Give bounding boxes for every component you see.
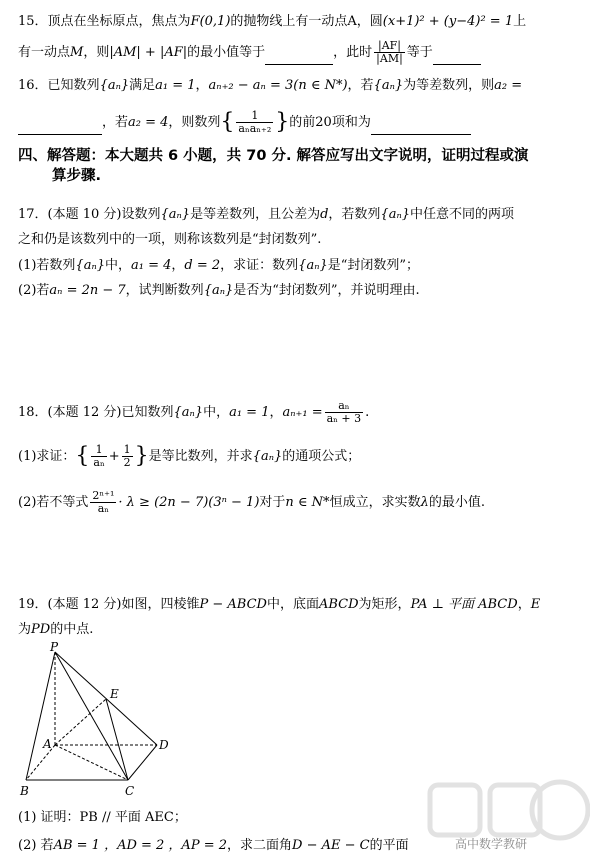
q18-text: (2)若不等式 [18, 495, 89, 510]
q17-text: ，若数列 [328, 207, 381, 222]
q19-text: ， [517, 597, 531, 612]
q16-text: 已知数列 [47, 78, 100, 93]
q19-text: 为 [18, 622, 32, 637]
q17-text: 是否为“封闭数列”，并说明理由. [233, 283, 420, 298]
q15-focus: F(0,1) [190, 14, 231, 29]
q18-text: 中， [203, 405, 230, 420]
q16-fraction [236, 110, 273, 135]
edge-CD [128, 745, 157, 780]
q18-frac-3 [90, 490, 116, 515]
q18-frac-den: aₙ [93, 456, 105, 469]
q18-seq: {aₙ} [173, 405, 204, 420]
q16-text: ，若 [102, 115, 129, 130]
q15-ratio [374, 40, 405, 65]
q16-text: 满足 [129, 78, 156, 93]
q18-part1 [18, 444, 590, 469]
q17-text: ，试判断数列 [125, 283, 204, 298]
q17-seq: {aₙ} [160, 207, 191, 222]
q19-text: (2) 若 [18, 838, 54, 853]
q16-text: ，若 [347, 78, 374, 93]
q18-condition: n ∈ N* [285, 495, 330, 510]
q16-a1: a₁ = 1 [155, 78, 196, 93]
label-A: A [43, 737, 52, 751]
q15-text: 的最小值等于 [187, 45, 266, 60]
q17-seq: {aₙ} [380, 207, 410, 222]
q19-perp: PA ⊥ 平面 ABCD [410, 597, 518, 612]
label-D: D [159, 738, 169, 752]
q19-text: 中，底面 [266, 597, 319, 612]
q15-circle-eq: (x+1)² + (y−4)² = 1 [382, 14, 514, 29]
q18-text: 的通项公式； [282, 449, 361, 464]
q15-point-m: M [70, 45, 84, 60]
q18-text: 恒成立，求实数 [329, 495, 421, 510]
q15-line2 [18, 40, 590, 65]
edge-EC [106, 699, 128, 780]
q17-text: 中， [104, 258, 131, 273]
q17-text: (2)若 [18, 283, 50, 298]
q18-text: 对于 [259, 495, 286, 510]
q16-seq: {aₙ} [373, 78, 404, 93]
q17-seq: {aₙ} [75, 258, 105, 273]
q18-frac-den: 2 [123, 456, 131, 469]
label-B: B [20, 784, 29, 798]
q19-part1: (1) 证明：PB // 平面 AEC； [18, 810, 187, 825]
q19-text: 的中点. [50, 622, 94, 637]
q18-frac-num: 1 [123, 443, 131, 456]
q15-text: 上 [513, 14, 527, 29]
q15-ratio-den: |AM| [376, 52, 403, 65]
q17-text: 中任意不同的两项 [409, 207, 514, 222]
q17-text: ，求证：数列 [220, 258, 299, 273]
q15-answer-blank-2[interactable] [433, 50, 481, 65]
q17-part1: (1)若数列{aₙ}中，a₁ = 4，d = 2，求证：数列{aₙ}是“封闭数列”； [18, 258, 420, 273]
q16-line2 [18, 110, 590, 135]
q18-frac-num: 2ⁿ⁺¹ [92, 489, 115, 502]
q16-text: 为等差数列，则 [403, 78, 495, 93]
q16-answer-blank-2[interactable] [371, 120, 471, 135]
q18-text: 是等比数列，并求 [148, 449, 253, 464]
q18-text: 18．(本题 12 分)已知数列 [18, 405, 174, 420]
q18-frac-2 [122, 444, 133, 469]
q15-text: 的抛物线上有一动点A，圆 [230, 14, 383, 29]
q19-text: 的平面 [369, 838, 409, 853]
q18-plus: + [108, 449, 120, 464]
q17-a1: a₁ = 4 [131, 258, 172, 273]
q17-an: aₙ = 2n − 7 [49, 283, 126, 298]
label-C: C [125, 784, 135, 798]
q17-text: 是“封闭数列”； [327, 258, 420, 273]
left-brace: { [75, 443, 90, 469]
q18-rec-den: aₙ + 3 [326, 412, 362, 425]
section-heading: 四、解答题：本大题共 6 小题，共 70 分. 解答应写出文字说明，证明过程或演 [18, 148, 529, 164]
q16-recurrence: aₙ₊₂ − aₙ = 3(n ∈ N*) [208, 78, 348, 93]
q19-angle: D − AE − C [292, 838, 370, 853]
q15-line1 [18, 12, 590, 32]
q15-text: 等于 [406, 45, 433, 60]
q19-pd: PD [31, 622, 51, 637]
q18-rec-frac [325, 400, 364, 425]
q18-rec-num: aₙ [325, 400, 364, 413]
q19-text: ，求二面角 [227, 838, 293, 853]
q15-ratio-num: |AF| [374, 40, 405, 53]
q18-part2 [18, 490, 590, 515]
q17-seq: {aₙ} [298, 258, 328, 273]
q15-number: 15． [18, 14, 48, 29]
q17-text: 17．(本题 10 分)设数列 [18, 207, 161, 222]
q15-answer-blank-1[interactable] [265, 50, 333, 65]
q16-frac-den: aₙaₙ₊₂ [238, 122, 272, 135]
q17-d-value: d = 2 [184, 258, 221, 273]
q16-seq: {aₙ} [99, 78, 130, 93]
q17-d: d [320, 207, 329, 222]
q15-text: ，此时 [333, 45, 373, 60]
q17-line1 [18, 205, 590, 225]
q18-frac-den: aₙ [97, 502, 110, 515]
q16-text: 的前20项和为 [289, 115, 371, 130]
q19-values: AB = 1 ，AD = 2 ，AP = 2 [53, 838, 227, 853]
edge-PC [55, 652, 128, 780]
q19-base: ABCD [318, 597, 359, 612]
q16-frac-num: 1 [236, 110, 273, 123]
q16-text: ，则数列 [168, 115, 221, 130]
q15-text: 顶点在坐标原点，焦点为 [47, 14, 191, 29]
pyramid-figure [18, 642, 188, 807]
q18-text: (1)求证： [18, 449, 76, 464]
q17-seq: {aₙ} [203, 283, 234, 298]
q15-expression: |AM| + |AF| [109, 45, 188, 60]
q18-line1: 18．(本题 12 分)已知数列{aₙ}中，a₁ = 1，aₙ₊₁ = $\frac{\text{aₙ}}{\text{aₙ + 3}}$ . [18, 399, 370, 425]
q18-rec-lhs: aₙ₊₁ = [282, 405, 323, 420]
q18-frac-num: 1 [91, 444, 106, 457]
q16-a2: a₂ = [494, 78, 523, 93]
watermark-text: 高中数学教研 [455, 837, 528, 851]
q19-e: E [530, 597, 541, 612]
section-heading-cont: 算步骤. [52, 168, 102, 184]
q19-line1 [18, 595, 590, 615]
edge-PB [26, 652, 55, 780]
q18-inequality: · λ ≥ (2n − 7)(3ⁿ − 1) [118, 495, 260, 510]
label-E: E [110, 687, 119, 701]
q16-line1: 16．已知数列{aₙ}满足a₁ = 1，aₙ₊₂ − aₙ = 3(n ∈ N*)，若{aₙ}为等差数列，则a₂ = [18, 78, 523, 93]
q17-text: (1)若数列 [18, 258, 76, 273]
q19-text: 为矩形， [358, 597, 411, 612]
q19-line2 [18, 620, 590, 640]
edge-AC [55, 745, 128, 780]
q17-line2: 之和仍是该数列中的一项，则称该数列是“封闭数列”. [18, 232, 322, 247]
right-brace: } [134, 443, 149, 469]
q16-answer-blank-1[interactable] [18, 120, 102, 135]
q18-text: 的最小值. [428, 495, 485, 510]
q16-a2-value: a₂ = 4 [128, 115, 169, 130]
q18-a1: a₁ = 1 [229, 405, 270, 420]
q18-frac-1 [91, 444, 106, 469]
q15-text: 有一动点 [18, 45, 71, 60]
edge-AE [55, 699, 106, 745]
q18-seq: {aₙ} [252, 449, 283, 464]
label-P: P [50, 642, 59, 654]
q17-part2 [18, 281, 590, 301]
q18-lambda: λ [420, 495, 429, 510]
right-brace: } [275, 109, 290, 135]
q16-number: 16． [18, 78, 48, 93]
q17-text: 是等差数列，且公差为 [190, 207, 321, 222]
q15-text: ，则 [83, 45, 110, 60]
q19-pyramid: P − ABCD [199, 597, 267, 612]
left-brace: { [220, 109, 235, 135]
q19-text: 19．(本题 12 分)如图，四棱锥 [18, 597, 200, 612]
